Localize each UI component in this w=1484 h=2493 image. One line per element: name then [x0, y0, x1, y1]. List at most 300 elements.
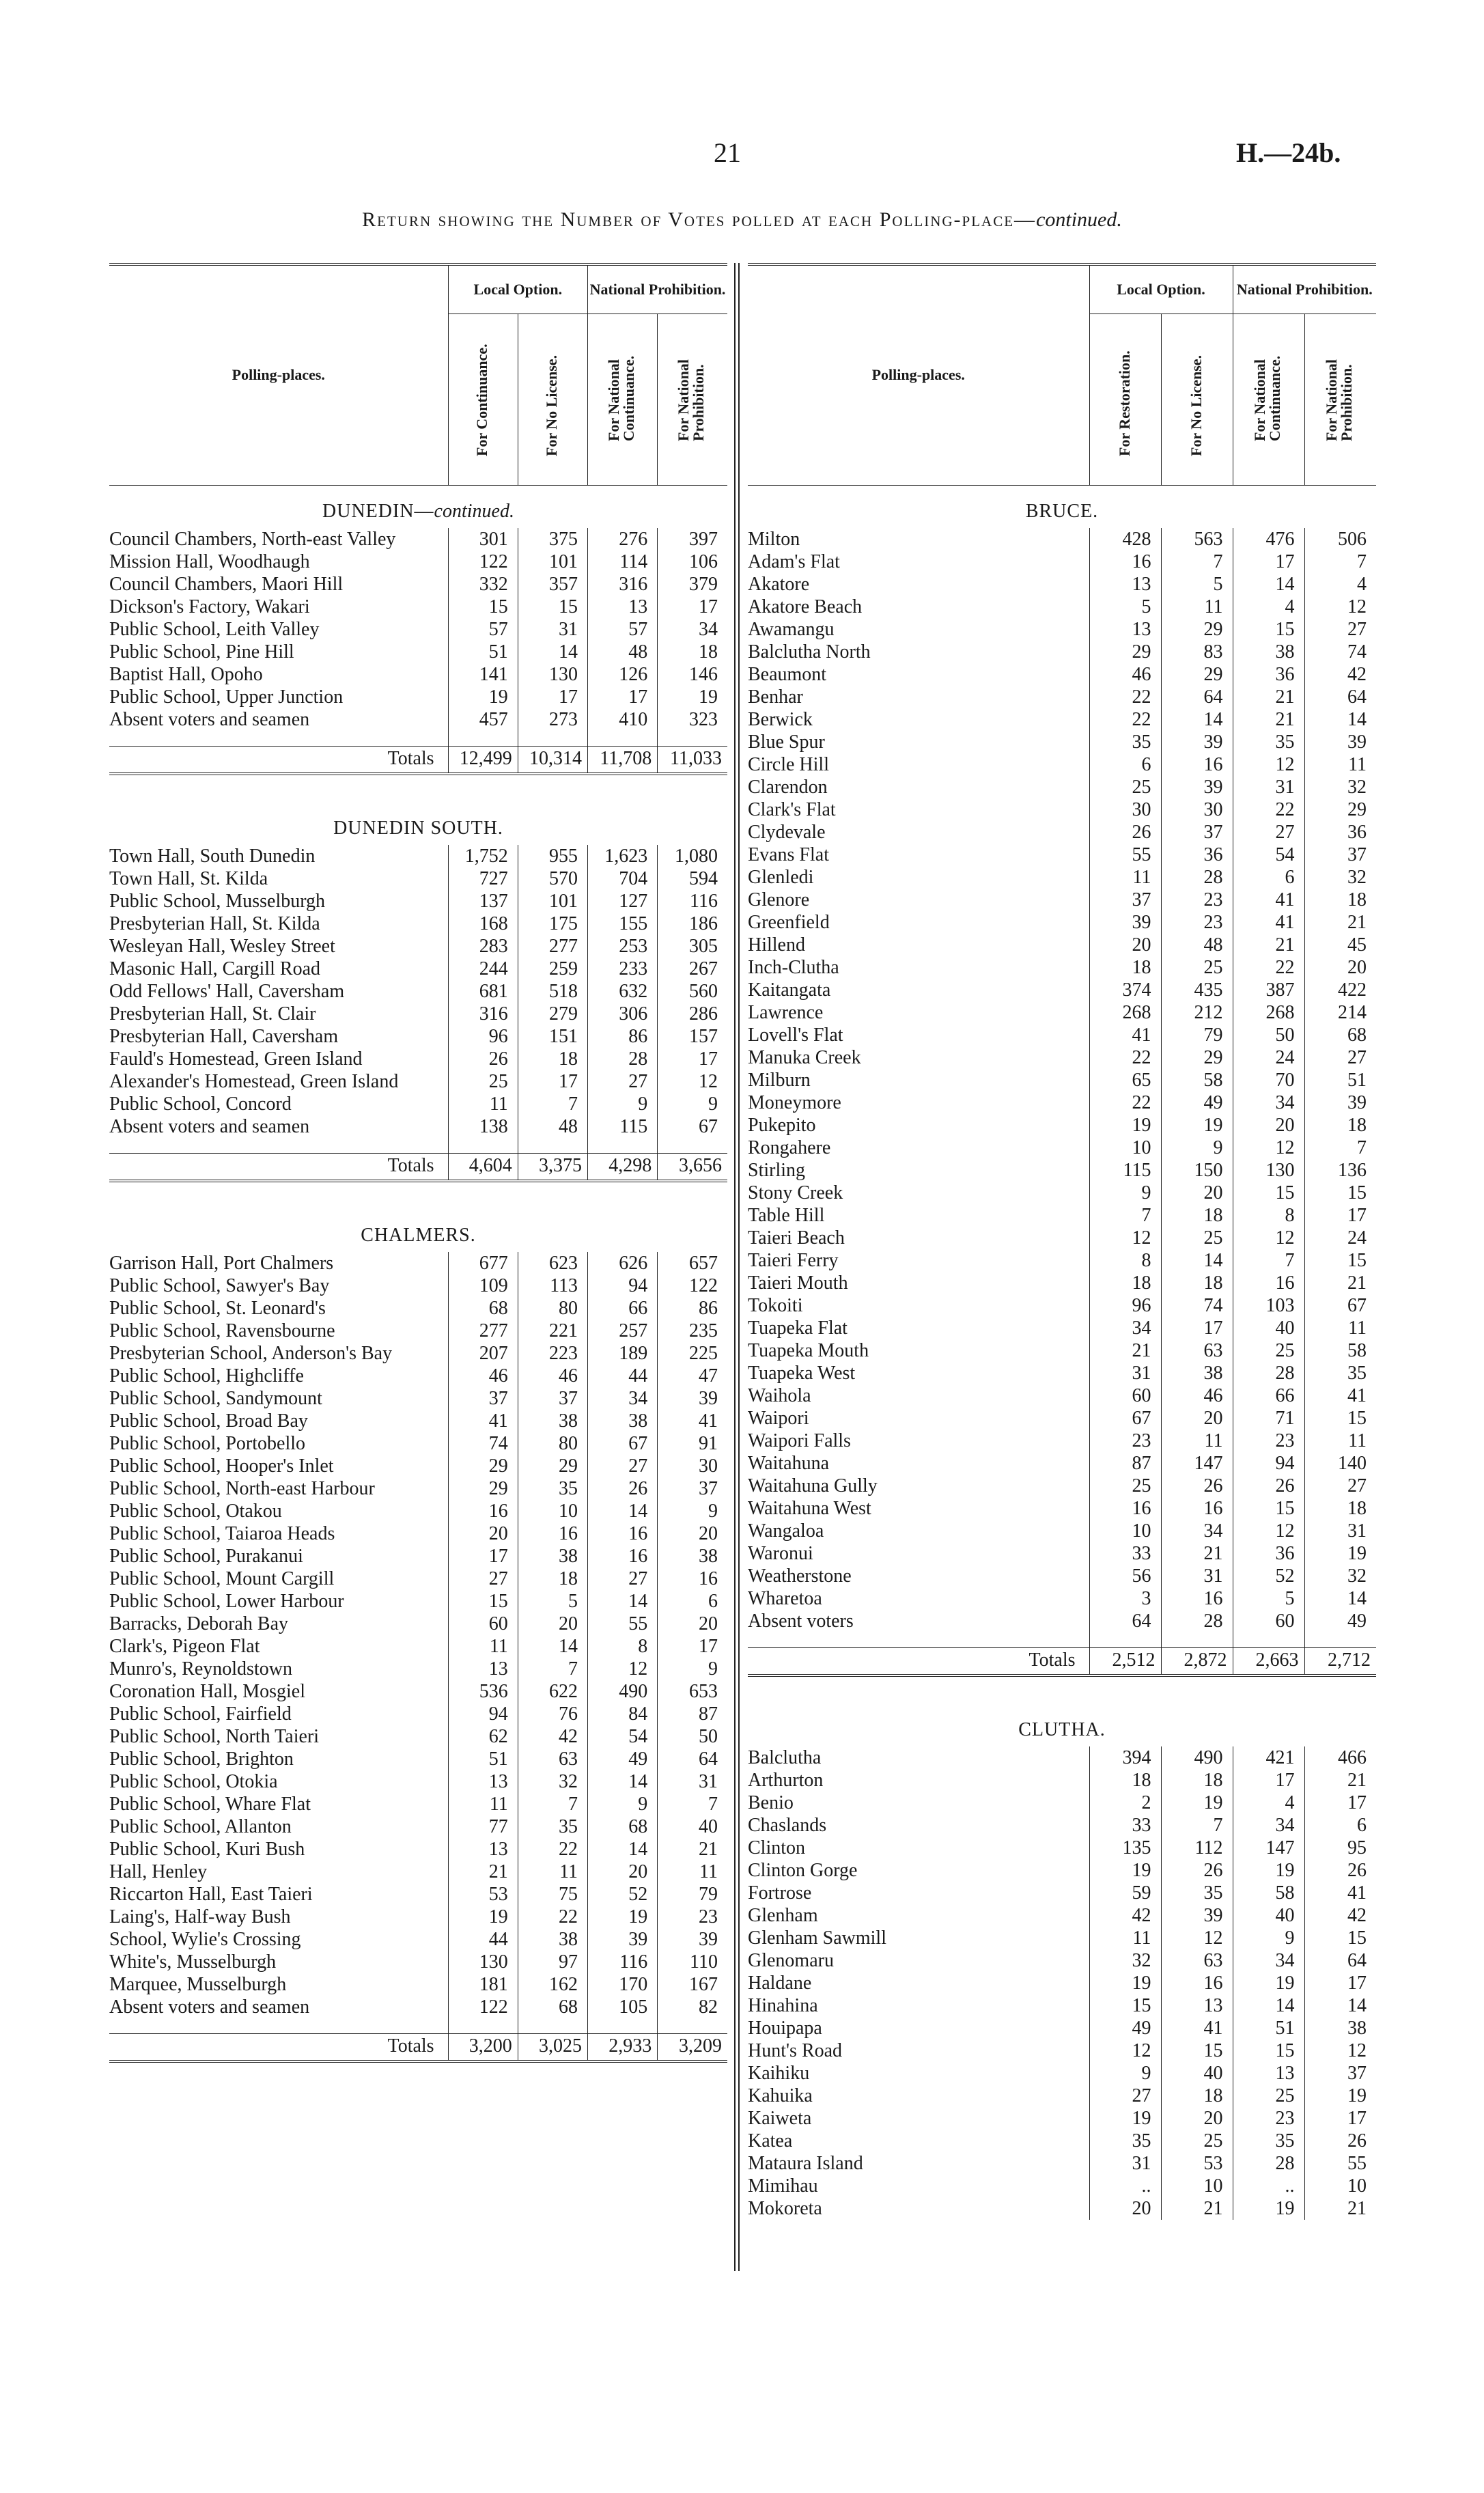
table-row: [748, 1769, 1376, 1792]
polling-place: Wesleyan Hall, Wesley Street: [109, 936, 335, 957]
vote-count: 54: [588, 1725, 658, 1748]
vote-count: 13: [1089, 573, 1161, 596]
vote-count: 207: [448, 1342, 518, 1365]
vote-count: 146: [658, 663, 727, 686]
vote-count: 46: [448, 1365, 518, 1387]
polling-place: Tokoiti: [748, 1295, 803, 1316]
vote-count: 26: [1233, 1475, 1304, 1497]
vote-count: 29: [1089, 641, 1161, 663]
table-row: [109, 1048, 727, 1070]
totals-row: [109, 1154, 727, 1182]
polling-place: Alexander's Homestead, Green Island: [109, 1071, 399, 1092]
table-row: [109, 913, 727, 935]
vote-count: 30: [658, 1455, 727, 1477]
vote-count: 704: [588, 867, 658, 890]
table-row: [748, 1001, 1376, 1024]
vote-count: 316: [588, 573, 658, 596]
vote-count: 34: [1233, 1949, 1304, 1972]
vote-count: 244: [448, 958, 518, 980]
table-row: [748, 663, 1376, 686]
table-row: [109, 1455, 727, 1477]
vote-count: 45: [1304, 934, 1376, 956]
table-row: [748, 618, 1376, 641]
vote-count: 130: [518, 663, 587, 686]
table-row: [748, 573, 1376, 596]
vote-count: 16: [1161, 1972, 1233, 1994]
polling-place: Glenham: [748, 1905, 818, 1926]
vote-count: 12: [1089, 1227, 1161, 1249]
vote-count: 560: [658, 980, 727, 1003]
vote-count: 22: [518, 1838, 587, 1861]
vote-count: 15: [1304, 1249, 1376, 1272]
col-header-no-license: For No License.: [518, 314, 587, 486]
vote-count: 225: [658, 1342, 727, 1365]
polling-place: Glenore: [748, 889, 810, 910]
vote-count: 11: [1304, 753, 1376, 776]
vote-count: 22: [1089, 686, 1161, 708]
table-row: [748, 1972, 1376, 1994]
vote-count: 19: [1304, 1542, 1376, 1565]
table-row: [109, 1861, 727, 1883]
vote-count: 1,623: [588, 845, 658, 867]
table-row: [109, 1275, 727, 1297]
vote-count: 76: [518, 1703, 587, 1725]
vote-count: 39: [1161, 731, 1233, 753]
totals-row: [109, 747, 727, 775]
table-row: [748, 2197, 1376, 2220]
vote-count: 15: [448, 1590, 518, 1613]
vote-count: 26: [1089, 821, 1161, 844]
polling-place: Adam's Flat: [748, 551, 840, 572]
polling-place: Waitahuna West: [748, 1498, 871, 1519]
polling-place: Council Chambers, Maori Hill: [109, 574, 344, 595]
vote-count: 21: [1304, 2197, 1376, 2220]
table-row: [109, 663, 727, 686]
table-row: [109, 1115, 727, 1138]
polling-place: Milton: [748, 529, 800, 550]
vote-count: 14: [1233, 1994, 1304, 2017]
vote-count: 8: [1233, 1204, 1304, 1227]
table-row: [109, 573, 727, 596]
table-row: [109, 708, 727, 731]
vote-count: 21: [1233, 708, 1304, 731]
vote-count: 44: [448, 1928, 518, 1951]
vote-count: 49: [1089, 2017, 1161, 2039]
vote-count: 41: [658, 1410, 727, 1432]
vote-count: 6: [1304, 1814, 1376, 1837]
vote-count: 15: [1304, 1927, 1376, 1949]
vote-count: 51: [1304, 1069, 1376, 1091]
vote-count: 24: [1233, 1046, 1304, 1069]
table-row: [748, 1249, 1376, 1272]
vote-count: 34: [1161, 1520, 1233, 1542]
table-row: [109, 641, 727, 663]
vote-count: 79: [658, 1883, 727, 1906]
vote-count: 9: [658, 1500, 727, 1522]
total-count: 10,314: [518, 747, 587, 775]
table-row: [109, 1725, 727, 1748]
vote-count: 7: [1233, 1249, 1304, 1272]
vote-count: 31: [1233, 776, 1304, 798]
vote-count: 181: [448, 1973, 518, 1996]
polling-places-header: Polling-places.: [109, 264, 448, 486]
vote-count: 4: [1233, 596, 1304, 618]
polling-place: Kaitangata: [748, 979, 831, 1001]
vote-count: 657: [658, 1252, 727, 1275]
vote-count: 27: [1089, 2085, 1161, 2107]
vote-count: 19: [1089, 2107, 1161, 2130]
polling-place: Table Hill: [748, 1205, 825, 1226]
vote-count: 20: [1161, 2107, 1233, 2130]
polling-place: Dickson's Factory, Wakari: [109, 596, 310, 617]
polling-place: Public School, Sandymount: [109, 1388, 322, 1409]
vote-count: 26: [1161, 1859, 1233, 1882]
table-row: [109, 1410, 727, 1432]
polling-place: Public School, Leith Valley: [109, 619, 320, 640]
vote-count: 16: [1089, 551, 1161, 573]
vote-count: 16: [1089, 1497, 1161, 1520]
vote-count: 60: [1233, 1610, 1304, 1632]
vote-count: 31: [1304, 1520, 1376, 1542]
table-row: [748, 1227, 1376, 1249]
polling-place: Coronation Hall, Mosgiel: [109, 1681, 305, 1702]
vote-count: 374: [1089, 979, 1161, 1001]
vote-count: 9: [1089, 2062, 1161, 2085]
vote-count: 17: [1233, 551, 1304, 573]
polling-place: Beaumont: [748, 664, 827, 685]
table-row: [748, 1317, 1376, 1339]
vote-count: 21: [1233, 934, 1304, 956]
vote-count: 39: [1304, 1091, 1376, 1114]
vote-count: 21: [1304, 911, 1376, 934]
vote-count: 37: [1089, 889, 1161, 911]
vote-count: 1,752: [448, 845, 518, 867]
vote-count: 86: [588, 1025, 658, 1048]
vote-count: 5: [1089, 596, 1161, 618]
vote-count: 105: [588, 1996, 658, 2018]
vote-count: 35: [1233, 731, 1304, 753]
total-count: 11,708: [588, 747, 658, 775]
polling-place: Balclutha North: [748, 641, 871, 663]
vote-count: 5: [1233, 1587, 1304, 1610]
vote-count: 21: [1161, 2197, 1233, 2220]
totals-label: Totals: [109, 747, 448, 775]
vote-count: 26: [588, 1477, 658, 1500]
vote-count: 138: [448, 1115, 518, 1138]
vote-count: 570: [518, 867, 587, 890]
polling-place: Pukepito: [748, 1115, 816, 1136]
vote-count: 103: [1233, 1294, 1304, 1317]
vote-count: 357: [518, 573, 587, 596]
local-option-header: Local Option.: [1089, 264, 1233, 314]
vote-count: 21: [1161, 1542, 1233, 1565]
polling-place: Awamangu: [748, 619, 835, 640]
vote-count: 283: [448, 935, 518, 958]
polling-place: Public School, Allanton: [109, 1816, 292, 1837]
polling-place: Katea: [748, 2130, 793, 2151]
table-row: [748, 1384, 1376, 1407]
vote-count: 17: [1161, 1317, 1233, 1339]
vote-count: 151: [518, 1025, 587, 1048]
vote-count: 21: [1304, 1272, 1376, 1294]
vote-count: 212: [1161, 1001, 1233, 1024]
polling-place: Public School, Musselburgh: [109, 891, 326, 912]
vote-count: 518: [518, 980, 587, 1003]
vote-count: 29: [518, 1455, 587, 1477]
vote-count: 29: [1161, 618, 1233, 641]
vote-count: 38: [518, 1410, 587, 1432]
vote-count: 13: [448, 1770, 518, 1793]
vote-count: 42: [1304, 1904, 1376, 1927]
vote-count: 147: [1233, 1837, 1304, 1859]
table-row: [748, 596, 1376, 618]
total-count: 12,499: [448, 747, 518, 775]
total-count: 3,209: [658, 2034, 727, 2062]
vote-count: 37: [1304, 2062, 1376, 2085]
polling-place: Public School, Mount Cargill: [109, 1568, 335, 1589]
vote-count: 21: [658, 1838, 727, 1861]
table-row: [748, 1927, 1376, 1949]
vote-count: 87: [1089, 1452, 1161, 1475]
vote-count: 64: [1161, 686, 1233, 708]
vote-count: 34: [1233, 1814, 1304, 1837]
vote-count: 48: [1161, 934, 1233, 956]
vote-count: 6: [658, 1590, 727, 1613]
polling-place: Clark's Flat: [748, 799, 836, 820]
vote-count: 15: [1161, 2039, 1233, 2062]
total-count: 11,033: [658, 747, 727, 775]
table-row: [748, 528, 1376, 551]
vote-count: 13: [448, 1658, 518, 1680]
polling-place: Marquee, Musselburgh: [109, 1974, 287, 1995]
table-row: [748, 1497, 1376, 1520]
vote-count: 11: [518, 1861, 587, 1883]
polling-place: Public School, St. Leonard's: [109, 1298, 326, 1319]
vote-count: 10: [1161, 2175, 1233, 2197]
polling-place: Haldane: [748, 1973, 812, 1994]
polling-place: Town Hall, St. Kilda: [109, 868, 268, 889]
vote-count: 12: [1233, 753, 1304, 776]
vote-count: 28: [588, 1048, 658, 1070]
table-row: [109, 1432, 727, 1455]
vote-count: 26: [1304, 1859, 1376, 1882]
vote-count: 86: [658, 1297, 727, 1320]
section-title: [748, 486, 1376, 529]
vote-count: 63: [518, 1748, 587, 1770]
vote-count: 11: [1161, 596, 1233, 618]
vote-count: 14: [1233, 573, 1304, 596]
vote-count: 15: [1233, 618, 1304, 641]
vote-count: 28: [1233, 1362, 1304, 1384]
vote-count: 38: [658, 1545, 727, 1568]
vote-count: 34: [1089, 1317, 1161, 1339]
polling-place: Clydevale: [748, 822, 826, 843]
vote-count: 65: [1089, 1069, 1161, 1091]
table-row: [748, 1814, 1376, 1837]
polling-place: White's, Musselburgh: [109, 1951, 277, 1973]
table-row: [109, 1770, 727, 1793]
vote-count: 14: [1304, 708, 1376, 731]
vote-count: 87: [658, 1703, 727, 1725]
vote-count: 168: [448, 913, 518, 935]
table-row: [109, 1522, 727, 1545]
polling-place: Balclutha: [748, 1747, 822, 1768]
vote-count: 15: [1233, 1182, 1304, 1204]
vote-count: 7: [518, 1793, 587, 1815]
table-row: [748, 1182, 1376, 1204]
section-heading: [748, 486, 1376, 529]
vote-count: 23: [1161, 889, 1233, 911]
vote-count: 96: [1089, 1294, 1161, 1317]
table-row: [109, 1996, 727, 2018]
vote-count: 101: [518, 890, 587, 913]
vote-count: 35: [518, 1477, 587, 1500]
vote-count: 22: [1233, 956, 1304, 979]
polling-place: Absent voters and seamen: [109, 1116, 310, 1137]
vote-count: 466: [1304, 1746, 1376, 1769]
vote-count: 253: [588, 935, 658, 958]
vote-count: 21: [448, 1861, 518, 1883]
vote-count: 32: [1089, 1949, 1161, 1972]
vote-count: 9: [1089, 1182, 1161, 1204]
vote-count: 155: [588, 913, 658, 935]
vote-count: 38: [588, 1410, 658, 1432]
vote-count: 11: [658, 1861, 727, 1883]
vote-count: 9: [1161, 1137, 1233, 1159]
table-row: [109, 1793, 727, 1815]
vote-count: 55: [588, 1613, 658, 1635]
vote-count: 15: [1304, 1182, 1376, 1204]
vote-count: 67: [1304, 1294, 1376, 1317]
vote-count: 114: [588, 551, 658, 573]
vote-count: 68: [1304, 1024, 1376, 1046]
table-row: [109, 1973, 727, 1996]
vote-count: 32: [1304, 776, 1376, 798]
vote-count: 24: [1304, 1227, 1376, 1249]
vote-count: 46: [1089, 663, 1161, 686]
vote-count: 33: [1089, 1542, 1161, 1565]
table-row: [748, 798, 1376, 821]
vote-count: 97: [518, 1951, 587, 1973]
vote-count: 35: [518, 1815, 587, 1838]
local-option-header: Local Option.: [448, 264, 587, 314]
table-row: [748, 1362, 1376, 1384]
vote-count: 60: [448, 1613, 518, 1635]
spacer-row: [109, 1138, 727, 1154]
vote-count: 94: [588, 1275, 658, 1297]
vote-count: 25: [1233, 1339, 1304, 1362]
table-row: [109, 1703, 727, 1725]
section-heading: [748, 1704, 1376, 1746]
vote-count: 34: [1233, 1091, 1304, 1114]
vote-count: 140: [1304, 1452, 1376, 1475]
vote-count: 40: [1233, 1904, 1304, 1927]
vote-count: 14: [1161, 708, 1233, 731]
vote-count: 56: [1089, 1565, 1161, 1587]
vote-count: 28: [1233, 2152, 1304, 2175]
table-row: [748, 866, 1376, 889]
left-column: [109, 263, 727, 2090]
vote-count: 305: [658, 935, 727, 958]
table-row: [748, 1407, 1376, 1430]
vote-count: 21: [1089, 1339, 1161, 1362]
national-prohibition-header: National Prohibition.: [1233, 264, 1376, 314]
vote-count: 135: [1089, 1837, 1161, 1859]
vote-count: 64: [1304, 1949, 1376, 1972]
vote-count: 653: [658, 1680, 727, 1703]
vote-count: 27: [448, 1568, 518, 1590]
vote-count: 17: [518, 686, 587, 708]
vote-count: 25: [1089, 776, 1161, 798]
table-row: [109, 935, 727, 958]
vote-count: 39: [588, 1928, 658, 1951]
polling-place: Garrison Hall, Port Chalmers: [109, 1253, 334, 1274]
polling-place: Houipapa: [748, 2018, 822, 2039]
vote-count: 39: [1089, 911, 1161, 934]
polling-place: Kaiweta: [748, 2108, 812, 2129]
vote-count: 35: [1089, 2130, 1161, 2152]
polling-place: Laing's, Half-way Bush: [109, 1906, 291, 1927]
vote-count: 26: [448, 1048, 518, 1070]
vote-count: 235: [658, 1320, 727, 1342]
vote-count: 11: [448, 1093, 518, 1115]
polling-place: Fauld's Homestead, Green Island: [109, 1048, 363, 1070]
vote-count: 268: [1089, 1001, 1161, 1024]
table-row: [748, 1452, 1376, 1475]
vote-count: 12: [658, 1070, 727, 1093]
spacer-row: [748, 1632, 1376, 1648]
vote-count: 6: [1233, 866, 1304, 889]
vote-count: 36: [1161, 844, 1233, 866]
polling-place: Benhar: [748, 686, 803, 708]
table-row: [748, 753, 1376, 776]
vote-count: 26: [1304, 2130, 1376, 2152]
table-row: [109, 980, 727, 1003]
vote-count: 594: [658, 867, 727, 890]
vote-count: 17: [588, 686, 658, 708]
vote-count: 23: [1233, 1430, 1304, 1452]
table-row: [748, 1610, 1376, 1632]
total-count: 2,872: [1161, 1648, 1233, 1676]
vote-count: 94: [448, 1703, 518, 1725]
table-row: [109, 551, 727, 573]
vote-count: 626: [588, 1252, 658, 1275]
vote-count: 122: [448, 1996, 518, 2018]
table-row: [748, 1587, 1376, 1610]
vote-count: 40: [658, 1815, 727, 1838]
table-row: [109, 1568, 727, 1590]
vote-count: 37: [1304, 844, 1376, 866]
vote-count: 18: [1089, 1272, 1161, 1294]
vote-count: 13: [588, 596, 658, 618]
vote-count: 18: [658, 641, 727, 663]
vote-count: 71: [1233, 1407, 1304, 1430]
polling-place: Waipori: [748, 1408, 809, 1429]
section-heading: [109, 803, 727, 845]
vote-count: 12: [1233, 1227, 1304, 1249]
vote-count: 49: [588, 1748, 658, 1770]
table-row: [748, 1949, 1376, 1972]
polling-place: Presbyterian Hall, St. Kilda: [109, 913, 320, 934]
vote-count: ..: [1233, 2175, 1304, 2197]
polling-place: Clarendon: [748, 777, 828, 798]
table-row: [109, 1635, 727, 1658]
col-header-national-prohibition: For National Prohibition.: [1304, 314, 1376, 486]
vote-count: 63: [1161, 1339, 1233, 1362]
vote-count: 150: [1161, 1159, 1233, 1182]
vote-count: 19: [658, 686, 727, 708]
table-row: [109, 596, 727, 618]
